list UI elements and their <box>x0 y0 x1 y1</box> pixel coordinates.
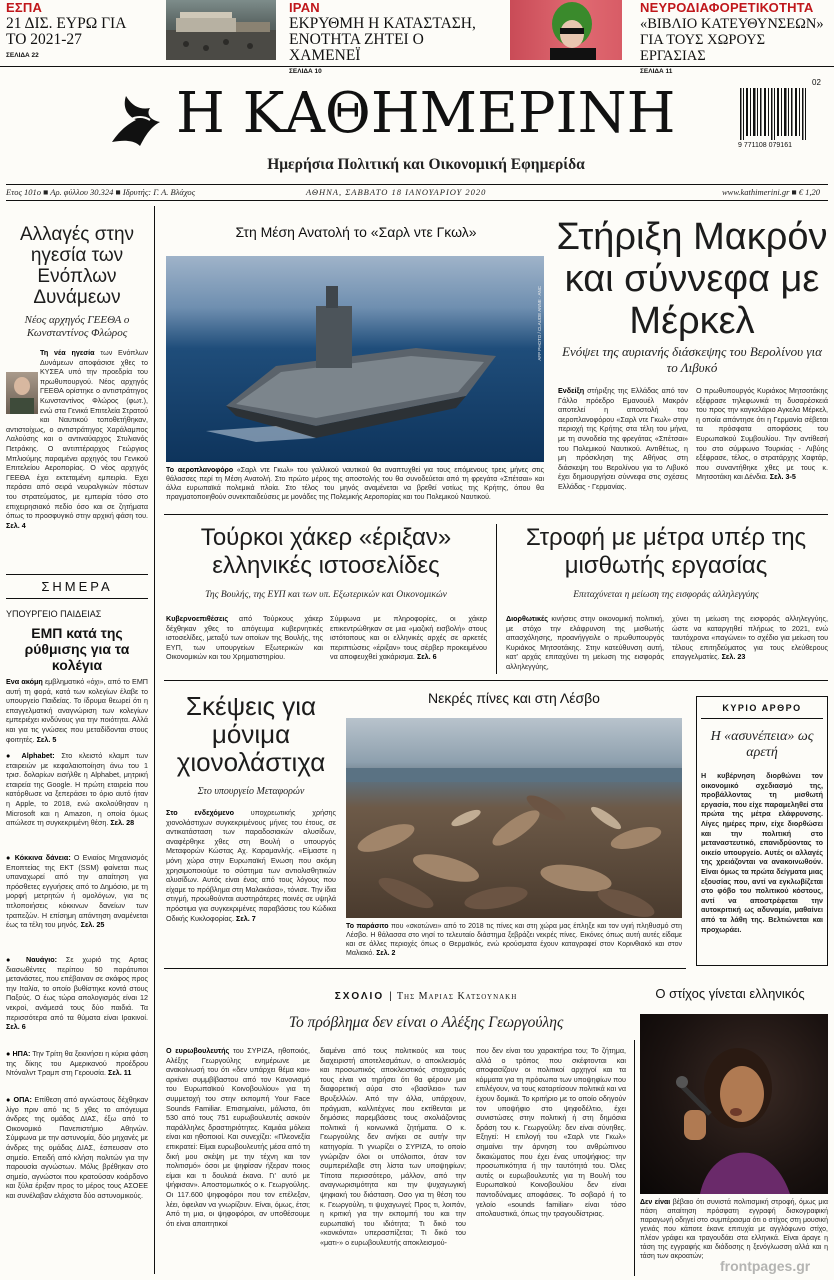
teaser-1[interactable] <box>6 0 156 64</box>
teaser-photo-billie <box>510 0 622 60</box>
barcode-icon <box>738 88 816 142</box>
singer-label: Ο στίχος γίνεται ελληνικός <box>655 986 805 1001</box>
caption-text: που «σκοτώνει» από το 2018 τις πίνες και στη χώρα μας έπληξε και τον υγιή πληθυσμό στη Λέσβο. Η θάλασσα στο νησί το τελευταίο διάστημα ξεβράζει νεκρές πίνες. Εικόνες όπως αυτή αυτές είδαμε και σε άλλες περιοχές όπως ο Θερμαϊκός, ενώ κρούσματα έχουν καταγραφεί στον Κορινθιακό και στον Μαλιακό. <box>346 923 682 957</box>
brief-page: Σελ. 25 <box>80 920 105 930</box>
labor-headline[interactable]: Στροφή με μέτρα υπέρ της μισθωτής εργασίας <box>525 524 807 579</box>
editorial-rule <box>701 718 823 719</box>
lesvos-photo[interactable] <box>346 718 682 918</box>
masthead <box>0 70 834 188</box>
barcode <box>738 78 826 152</box>
today-label: ΣΗΜΕΡΑ <box>41 579 113 594</box>
comment-text-3: που δεν είναι του χαρακτήρα του; Το ζήτημα, αλλά ο τρόπος που σκέφτονται και αποφασίζουν οι πολιτικοί αρχηγοί και τα κόμματα για τη πρόσωπα των υποψηφίων που επιλέγουν, να τους καταρτίσουν πολιτικά και να έχουν δομικά. Το κριτήριο με το οποίο οδηγούν τον υποψήφιο στο ψηφοδέλτιο, έχει συνιστώσες στην πολιτική ή στη δημόσια δράση του κ. Γεωργούλη: δεν είναι σύνηθες. Εξηγεί: Η επιλογή του «Σαρλ ντε Γκωλ» σημαίνει την άρνηση του ανθρώπινου δικαιώματος που έχει ένας υποψήφιος: την προσωπικότητα ή την ταυτότητά του. Όλες αυτές οι ευρωβουλευτές για τη Βουλή του Ευρωπαϊκού Κοινοβουλίου δεν είναι παντοδύναμες αποφάσεις. Το σοβαρό ή το γελοίο «sounds familiar» είναι τόσο απολαυστικά, όπως την τραγουδίστριας. <box>476 1046 626 1219</box>
macron-col-1 <box>558 386 688 506</box>
left-lead-text <box>6 348 148 570</box>
newspaper-subtitle: Ημερήσια Πολιτική και Οικονομική Εφημερίδα <box>267 156 585 173</box>
caption-bold: Το παράσιτο <box>346 923 389 930</box>
teaser-kicker: ΙΡΑΝ <box>289 0 320 15</box>
brief-text: Την Τρίτη θα ξεκινήσει η κύρια φάση της δίκης του Αμερικανού προέδρου Ντόναλντ Τραμπ στη Γερουσία. <box>6 1049 148 1078</box>
dateline-right: www.kathimerini.gr ■ € 1,20 <box>722 187 821 197</box>
hackers-text-1: από Τούρκους χάκερ δέχθηκαν χθες το απόγευμα κυβερνητικές ιστοσελίδες, μεταξύ των οποίων της Βουλής, της ΕΥΠ, των υπουργείων Εξωτερικών και Οικονομικών και του Χρηματιστηρίου. <box>166 614 323 662</box>
today-rule <box>6 574 148 575</box>
comment-separator: | <box>389 991 392 1002</box>
teaser-text: «ΒΙΒΛΙΟ ΚΑΤΕΥΘΥΝΣΕΩΝ» ΓΙΑ ΤΟΥΣ ΧΩΡΟΥΣ ΕΡΓΑΣΙΑΣ <box>640 16 824 64</box>
brief-usa[interactable]: ● ΗΠΑ: Την Τρίτη θα ξεκινήσει η κύρια φάση της δίκης του Αμερικανού προέδρου Ντόναλντ Τραμπ στη Γερουσία. Σελ. 11 <box>6 1049 148 1078</box>
charles-label: Στη Μέση Ανατολή το «Σαρλ ντε Γκωλ» <box>235 224 477 240</box>
labor-page: Σελ. 23 <box>721 652 746 662</box>
edu-page: Σελ. 5 <box>36 734 57 744</box>
comment-col-2 <box>320 1046 466 1276</box>
lesvos-caption <box>346 922 682 962</box>
teaser-kicker: ΝΕΥΡΟΔΙΑΦΟΡΕΤΙΚΟΤΗΤΑ <box>640 0 814 15</box>
brief-page: Σελ. 28 <box>110 818 135 828</box>
caption-text: βέβαιο ότι συνιστά πολιτισμική στροφή, όμως μια πάση απαίτηση πρόσφατη εγγραφή δισκογραφική παραγωγή οδηγεί στο συμπέρασμα ότι ο στίχος στη μουσική γενιάς που κάποτε έκανε επιτυχία με αγγλόφωνο στίχο, πλέον γράφει και τραγουδάει στα ελληνικά. Είναι άραγε η τάση της εγγραφής και διάδοσης η ξενόγλωσση αλλά και η τάση των ακροατών; <box>640 1199 828 1260</box>
plastic-text <box>166 808 336 962</box>
edu-bold: Ενα ακόμη <box>6 677 43 686</box>
brief-text: Στο κλειστό κλαμπ των εταιρειών με κεφαλαιοποίηση άνω του 1 τρισ. δολαρίων εισήλθε η Alphabet, μητρική εταιρεία της Google. Η πρώτη εταιρεία που κατόρθωσε να ξεπεράσει το όριο αυτό ήταν η Apple, το 2018, ενώ ακολούθησαν η Microsoft και η Amazon, η οποία όμως απώλεσε τη συγκεκριμένη θέση. <box>6 751 148 828</box>
labor-bold: Διορθωτικές <box>506 614 548 623</box>
lead-page: Σελ. 4 <box>6 520 26 530</box>
macron-text-2: Ο πρωθυπουργός Κυριάκος Μητσοτάκης εξέφρασε τηλεφωνικά τη δυσαρέσκειά του προς την καγκελάριο Αγκελα Μέρκελ, η οποία απάντησε ότι η Γερμανία σέβεται τα πρόσφατα αποφάσεις του Ευρωπαϊκού Συμβουλίου. Την αντίθεσή του στο σύμφωνο Τουρκίας - Λιβύης εξέφρασε, τέλος, ο στρατάρχης Χαφτάρ, που συναντήθηκε χθες με τους κ. Μητσοτάκη και Δένδια. <box>696 386 828 482</box>
editorial-headline: Η «ασυνέπεια» ως αρετή <box>710 729 814 760</box>
editorial-label: ΚΥΡΙΟ ΑΡΘΡΟ <box>722 703 802 713</box>
editorial-text: Η κυβέρνηση διορθώνει τον οικονομικό σχεδιασμό της, προβάλλοντας τη μισθωτή εργασία, που είχε παραμεληθεί στα πρώτα της μέτρα ελάφρυνσης. Λίγες ημέρες πριν, είχε διορθώσει και την πολιτική στο μεταναστευτικό, επανιδρύοντας το οικείο υπουργείο. Αυτές οι αλλαγές της χρειάζονται να ανακοινωθούν. Είναι όμως τα πρώτα δείγματα μιας εξουσίας που, αντί να εγκλωβίζεται στο φόβο του πολιτικού κόστους, αντί να αποστρέφεται την αυτοκριτική ως αδυναμία, μαθαίνει από τα λάθη της. Βελτιώνεται και προχωράει. <box>701 771 823 934</box>
mid-rule-3 <box>164 968 686 969</box>
brief-alphabet[interactable]: ● Alphabet: Στο κλειστό κλαμπ των εταιρειών με κεφαλαιοποίηση άνω του 1 τρισ. δολαρίων εισήλθε η Alphabet, μητρική εταιρεία της Google. Η πρώτη εταιρεία που κατόρθωσε να ξεπεράσει το όριο αυτό ήταν η Apple, το 2018, ενώ ακολούθησαν η Microsoft και η Amazon, η οποία όμως απώλεσε τη συγκεκριμένη θέση. Σελ. 28 <box>6 751 148 828</box>
left-column-divider <box>154 206 155 1274</box>
watermark: frontpages.gr <box>720 1258 811 1274</box>
hackers-col-1 <box>166 614 323 674</box>
griffin-logo-icon <box>106 90 170 152</box>
photo-credit: AFP PHOTO / CLAUDE ANNE · ANC <box>537 286 542 361</box>
teaser-page: ΣΕΛΙΔΑ 10 <box>289 68 322 75</box>
hackers-subheadline: Της Βουλής, της ΕΥΠ και των υπ. Εξωτερικών και Οικονομικών <box>205 590 447 600</box>
teaser-photo-parliament <box>166 0 276 60</box>
aircraft-carrier-icon <box>166 256 544 462</box>
edu-text <box>6 677 148 745</box>
brief-text: Ο Ενιαίος Μηχανισμός Εποπτείας της ΕΚΤ (SSM) φαίνεται πως υπαναχωρεί από την απαίτηση για πρόσθετες εγγυήσεις από το Δημόσιο, με τη μορφή μετρητών ή ομολόγων, για τις τιτλοποιήσεις κόκκινων δανείων των τραπεζών. Η επίσημη απάντηση αναμένεται έως τα τέλη του μηνός. <box>6 853 148 930</box>
teaser-strip <box>0 0 834 75</box>
brief-shipwreck[interactable]: ● Ναυάγιο: Σε χωριό της Αρτας διασωθέντες περίπου 50 παράτυποι μετανάστες, που επέβαιναν σε σκάφος προς την Ιταλία, το οποίο βυθίστηκε κοντά στους Παξούς. Ο έως τώρα απολογισμός είναι 12 νεκροί, ανάμεσά τους δύο παιδιά. Τα περισσότερα από τα θύματα είναι Ιρακινοί. Σελ. 6 <box>6 955 148 1032</box>
plastic-body: υποχρεωτικής χρήσης χιονολάστιχων συγκεκριμένους μήνες του έτους, σε αντικατάσταση των παραδοσιακών αλυσίδων, αναφέρθηκε χθες στη Βουλή ο υπουργός Μεταφορών Κώστας Αχ. Καραμανλής. «Είμαστε η μόνη χώρα στην Ευρωπαϊκή Ενωση που ακόμη χρησιμοποιούμε το σύστημα των αντιολισθητικών αλυσίδων. Αυτός είναι ένας από τους λόγους που είχαμε το πρόβλημα στη Μαλακάσα», τόνισε. Την ίδια στιγμή, προωθούνται αυστηρότερες ποινές σε υψηλά πρόστιμα για συγκεκριμένες παραβάσεις του Κώδικα Οδικής Κυκλοφορίας. <box>166 808 336 923</box>
labor-subheadline: Επιταχύνεται η μείωση της εισφοράς αλληλεγγύης <box>573 590 759 600</box>
labor-text-1: κινήσεις στην οικονομική πολιτική, με στόχο την ελάφρυνση της μισθωτής απασχόλησης, προανήγγειλε ο πρωθυπουργός Κυριάκος Μητσοτάκης. Στην κατεύθυνση αυτή, κατ' αρχάς επιταχύνει τη μείωση της εισφοράς αλληλεγγύης, <box>506 614 664 671</box>
comment-bold: Ο ευρωβουλευτής <box>166 1046 230 1055</box>
plastic-bold: Στο ενδεχόμενο <box>166 808 235 817</box>
left-headline[interactable]: Αλλαγές στην ηγεσία των Ενόπλων Δυνάμεων <box>19 224 135 308</box>
comment-text-1: του ΣΥΡΙΖΑ, ηθοποιός, Αλέξης Γεωργούλης ενημέρωνε με ανακοίνωσή του ότι «δεν υπάρχει θέμα και» αρκίνει συμμβίβαστου από τον Κανονισμό του Ευρωπαϊκού Κοινοβουλίου» για τη συμμετοχή του στην εκπομπή Your Face Sounds Familiar. Επισημαίνει, μάλιστα, ότι 530 από τους 751 ευρωβουλευτές ασκούν παράλληλες δραστηριότητες. Καμιάα μόλεια είναι και ηθοποιοί. Και συνεχίζει: «Πλεονεξία επικρατεί: Είμαι ευρωβουλευτής μέσα από τη δική μου σκέψη με την τέχνη και τον πολιτισμό» όσοι με ψηφίσαν ήξεραν ποιος είμαι και τι δουλειά έκανα. Γι' αυτό με ψήφισαν». Αποστομωτικός ο κ. Γεωργούλης. Οι 117.600 ψηφοφόροι που τον επέλεξαν, λέει, όφειλαν να γνωρίζουν. Είναι, όμως, έτσι; Από τη μια, οι ψηφοφόροι, αν υποθέσουμε ότι είναι απαιτητικοί <box>166 1046 310 1228</box>
comment-col-3 <box>476 1046 626 1276</box>
mid-rule-1 <box>164 514 828 515</box>
hackers-col-2 <box>330 614 487 674</box>
edu-body: εμβληματικό «όχι», από το ΕΜΠ αυτή τη φορά, κατά των κολεγίων έλαβε το υπουργείο Παιδείας. Το ίδρυμα θεωρεί ότι η επαγγελματική αναγνώριση των κολεγίων εμπεριέχει κινδύνους για την ποιότητα. Αλλά και για τις γνώσεις που μεταδίδονται στους φοιτητές. <box>6 677 148 744</box>
labor-col-2 <box>672 614 828 674</box>
caption-bold: Το αεροπλανοφόρο <box>166 467 234 474</box>
carrier-photo[interactable] <box>166 256 544 462</box>
macron-subheadline: Ενόψει της αυριανής διάσκεψης του Βερολίνου για το Λιβυκό <box>562 344 822 375</box>
lesvos-label: Νεκρές πίνες και στη Λέσβο <box>428 690 600 706</box>
carrier-caption <box>166 466 544 504</box>
left-subheadline: Νέος αρχηγός ΓΕΕΘΑ ο Κωνσταντίνος Φλώρος <box>24 314 130 339</box>
barcode-issue: 02 <box>812 78 821 87</box>
teaser-text: ΕΚΡΥΘΜΗ Η ΚΑΤΑΣΤΑΣΗ, ΕΝΟΤΗΤΑ ΖΗΤΕΙ Ο ΧΑΜΕΝΕΪ <box>289 15 476 64</box>
plastic-subheadline: Στο υπουργείο Μεταφορών <box>197 786 305 797</box>
dateline-center: ΑΘΗΝΑ, ΣΑΒΒΑΤΟ 18 ΙΑΝΟΥΑΡΙΟΥ 2020 <box>306 187 487 197</box>
singer-photo-icon <box>640 1014 828 1194</box>
editorial-box[interactable] <box>696 696 828 966</box>
brief-text: Σε χωριό της Αρτας διασωθέντες περίπου 50 παράτυποι μετανάστες, που επέβαιναν σε σκάφος προς την Ιταλία, το οποίο βυθίστηκε κοντά στους Παξούς. Ο έως τώρα απολογισμός είναι 12 νεκροί, ανάμεσά τους δύο παιδιά. Τα περισσότερα από τα θύματα είναι Ιρακινοί. <box>6 955 148 1022</box>
macron-page: Σελ. 3-5 <box>769 472 796 482</box>
dateline-left: Ετος 101ο ■ Αρ. φύλλου 30.324 ■ Ιδρυτής: Γ. Α. Βλάχος <box>6 187 196 197</box>
plastic-headline[interactable]: Σκέψεις για μόνιμα χιονολάστιχα <box>176 691 326 777</box>
teaser-text: 21 ΔΙΣ. ΕΥΡΩ ΓΙΑ ΤΟ 2021-27 <box>6 15 126 48</box>
brief-bold: ΗΠΑ: <box>12 1049 31 1058</box>
brief-opa[interactable]: ● ΟΠΑ: Επίθεση από αγνώστους δέχθηκαν λίγο πριν από τις 5 χθες το απόγευμα άνδρες της ομάδας ΔΙΑΣ, έξω από το Οικονομικό Πανεπιστήμιο Αθηνών. Σύμφωνα με την αστυνομία, δύο μηχανές με άνδρες της ομάδας ΔΙΑΣ, έσπευσαν στο σημείο. Επειδή από κλήση πολιτών για την παρουσία αγνώστων. Μόλις βρέθηκαν στο σημείο, αγνώστοι που κρατούσαν κοάρδονο και ξύλα έριξαν προς το μέρος τους ΑΣΟΕΕ και συνέλαβαν ελάχιστα δύο αστυνομικούς. <box>6 1095 148 1200</box>
ministry-label: ΥΠΟΥΡΓΕΙΟ ΠΑΙΔΕΙΑΣ <box>6 609 102 619</box>
macron-text-1: στήριξης της Ελλάδας από τον Γάλλο πρόεδρο Εμανουέλ Μακρόν αποτελεί η αποστολή του αεροπλανοφόρου «Σαρλ ντε Γκωλ» στην περιοχή της Κρήτης στα τέλη του μήνα, με τη συνοδεία της φρεγάτας «Σπέτσαι» του Πολεμικού Ναυτικού. Αντιθέτως, η μη πρόσκληση της Αθήνας στη διάσκεψη του Βερολίνου για το Λιβυκό έχει δημιουργήσει σύννεφα στις σχέσεις Ελλάδας - Γερμανίας. <box>558 386 688 491</box>
brief-page: Σελ. 11 <box>108 1068 132 1078</box>
brief-page: Σελ. 6 <box>6 1022 26 1032</box>
shells-photo-icon <box>346 718 682 918</box>
brief-bold: ΟΠΑ: <box>13 1095 32 1104</box>
plastic-page: Σελ. 7 <box>236 913 256 923</box>
comment-text-2: διαμένει από τους πολιτικούς και τους διαχειριστή αποτελεσμάτων, ο αποκλεισμός και προσωπικός αποκλειστικός στοχασμός τους είναι να τηρήσει ότι θα φέρουν μια διαφορετική αύρα στο «βασίλειο» των Βρυξελλών. Από την άλλα, υπάρχουν, πράγματι, καλλιτέχνες που εκτίθενται με δημόσιες παρεμβάσεις τους σκολιάζοντας πολιτικά ή κοινωνικά ζητήματα. Ο κ. Γεωργούλης δεν ανήκει σε αυτήν την κατηγορία. Τι γνωρίζει ο ΣΥΡΙΖΑ, το οποίο γνώριζαν όλοι οι υπόλοιποι, όταν τον συμπεριέλαβε στη λίστα των υποψηφίων; Τίποτα περισσότερο, μάλλον, από την αναγνωρισιμότητα και την ψυχαγωγική ψηφιακή του διάσταση. Οσο για τη θέση του κ. Γεωργούλη, τι ψυχαγωγεί; Προς τι, λοιπόν, η κριτική για την εκπομπή του και την ευρωπαϊκή του ιδιότητα; Τι δικό του «κονκόντα» υπερασπίζεται; Τι δικό του «ματι-» ο ευρωβουλευτής αποκλεισμού- <box>320 1046 466 1247</box>
lead-bold: Τη νέα ηγεσία <box>40 348 95 357</box>
labor-text-2: χύνει τη μείωση της εισφοράς αλληλεγγύης, ώστε να καταργηθεί πλήρως το 2021, ενώ ταυτόχρονα «παγώνει» το σχέδιο για μείωση του τέλους επιτηδεύματος για τους ελεύθερους επαγγελματίες. <box>672 614 828 662</box>
teaser-2[interactable] <box>289 0 494 75</box>
brief-bold: Κόκκινα δάνεια: <box>14 853 71 862</box>
barcode-number: 9 771108 079161 <box>738 142 792 149</box>
brief-bold: Ναυάγιο: <box>26 955 58 964</box>
caption-page: Σελ. 2 <box>376 950 396 957</box>
portrait-photo-icon <box>510 0 622 60</box>
mid-rule-2 <box>164 680 828 681</box>
comment-label-row <box>166 984 686 1003</box>
left-column <box>6 206 148 1276</box>
teaser-page: ΣΕΛΙΔΑ 11 <box>640 68 673 75</box>
teaser-page: ΣΕΛΙΔΑ 22 <box>6 52 39 59</box>
newspaper-title[interactable]: Η ΚΑΘΗΜΕΡΙΝΗ <box>176 81 676 146</box>
singer-divider <box>634 1040 635 1276</box>
brief-text: Επίθεση από αγνώστους δέχθηκαν λίγο πριν από τις 5 χθες το απόγευμα άνδρες της ομάδας ΔΙΑΣ, έξω από το Οικονομικό Πανεπιστήμιο Αθηνών. Σύμφωνα με την αστυνομία, δύο μηχανές με άνδρες της ομάδας ΔΙΑΣ, έσπευσαν στο σημείο. Επειδή από κλήση πολιτών για την παρουσία αγνώστων. Μόλις βρέθηκαν στο σημείο, αγνώστοι που κρατούσαν κοάρδονο και ξύλα έριξαν προς το μέρος τους ΑΣΟΕΕ και συνέλαβαν ελάχιστα δύο αστυνομικούς. <box>6 1095 148 1200</box>
caption-bold: Δεν είναι <box>640 1199 671 1206</box>
parliament-photo-icon <box>166 0 276 60</box>
brief-loans[interactable]: ● Κόκκινα δάνεια: Ο Ενιαίος Μηχανισμός Εποπτείας της ΕΚΤ (SSM) φαίνεται πως υπαναχωρεί από την απαίτηση για πρόσθετες εγγυήσεις από το Δημόσιο, με τη μορφή μετρητών ή ομολόγων, για τις τιτλοποιήσεις κόκκινων δανείων των τραπεζών. Η επίσημη απάντηση αναμένεται έως τα τέλη του μηνός. Σελ. 25 <box>6 853 148 930</box>
hackers-divider <box>496 524 497 674</box>
macron-bold: Ενδείξη <box>558 386 585 395</box>
hackers-text-2: Σύμφωνα με πληροφορίες, οι χάκερ επικεντρώθηκαν σε μια «μαζική εισβολή» στους ιστότοπους και οι ελληνικές αρχές σε αρκετές περιπτώσεις «έριξαν» τους σέρβερ προκειμένου να αποφευχθεί χακάρισμα. <box>330 614 487 662</box>
teaser-kicker: ΕΣΠΑ <box>6 0 43 15</box>
labor-col-1 <box>506 614 664 674</box>
top-rule <box>0 66 834 67</box>
comment-author: Της Μαριας Κατσουνακη <box>396 991 518 1002</box>
brief-bold: Alphabet: <box>21 751 55 760</box>
edu-headline[interactable]: ΕΜΠ κατά της ρύθμισης για τα κολέγια <box>24 625 130 673</box>
today-rule-2 <box>6 598 148 599</box>
hackers-headline[interactable]: Τούρκοι χάκερ «έριξαν» ελληνικές ιστοσελίδες <box>200 524 452 579</box>
hackers-page: Σελ. 6 <box>416 652 437 662</box>
macron-col-2 <box>696 386 828 506</box>
teaser-3[interactable] <box>640 0 834 75</box>
dateline-rule-bottom <box>6 200 828 201</box>
hackers-bold: Κυβερνοεπιθέσεις <box>166 614 229 623</box>
comment-label: ΣΧΟΛΙΟ <box>334 991 385 1002</box>
caption-text: «Σαρλ ντε Γκωλ» του γαλλικού ναυτικού θα αναπτυχθεί για τους επόμενους τρεις μήνες στις θάλασσες περί τη Μέση Ανατολή. Στο πρώτο μέρος της αποστολής του θα συνοδεύεται από τη φρεγάτα «Σπέτσαι» και άλλα ευρωπαϊκά πολεμικά πλοία. Στο τέλος του μηνός αναμένεται να βρεθεί νοτίως της Κρήτης, όπου θα πραγματοποιηθούν συνεκπαιδεύσεις με μονάδες της Πολεμικής Αεροπορίας και του Πολεμικού Ναυτικού. <box>166 467 544 501</box>
comment-col-1 <box>166 1046 310 1276</box>
dateline-rule-top <box>6 184 828 185</box>
comment-headline[interactable]: Το πρόβλημα δεν είναι ο Αλέξης Γεωργούλης <box>288 1014 564 1031</box>
lead-text: των Ενόπλων Δυνάμεων αποφάσισε χθες το ΚΥΣΕΑ υπό την προεδρία του πρωθυπουργού. Νέος αρχηγός ΓΕΕΘΑ ορίστηκε ο αντιστράτηγος Κωνσταντίνος Φλώρος (φωτ.), ενώ στα Γενικά Επιτελεία Στρατού και Ναυτικού τοποθετήθηκαν, αντιστοίχως, ο αντιστράτηγος Χαράλαμπος Λαλούσης και ο αντιναύαρχος Στυλιανός Πετράκης. Ο αντιπτέραρχος Γεώργιος Μπλιούμης παραμένει αρχηγός του Γενικού Επιτελείου Αεροπορίας. Ο νέος αρχηγός ΓΕΕΘΑ έχει εκτεταμένη εμπειρία. Εχει περάσει από σειρά νευραλγικών πόστων του στρατεύματος, με εμπειρία τόσο στο επιχειρησιακό πεδίο όσο και σε ζητήματα όπως το προσφυγικό στην αρχική φάση του. <box>6 348 148 521</box>
singer-photo[interactable] <box>640 1014 828 1194</box>
macron-headline[interactable]: Στήριξη Μακρόν και σύννεφα με Μέρκελ <box>556 216 828 342</box>
